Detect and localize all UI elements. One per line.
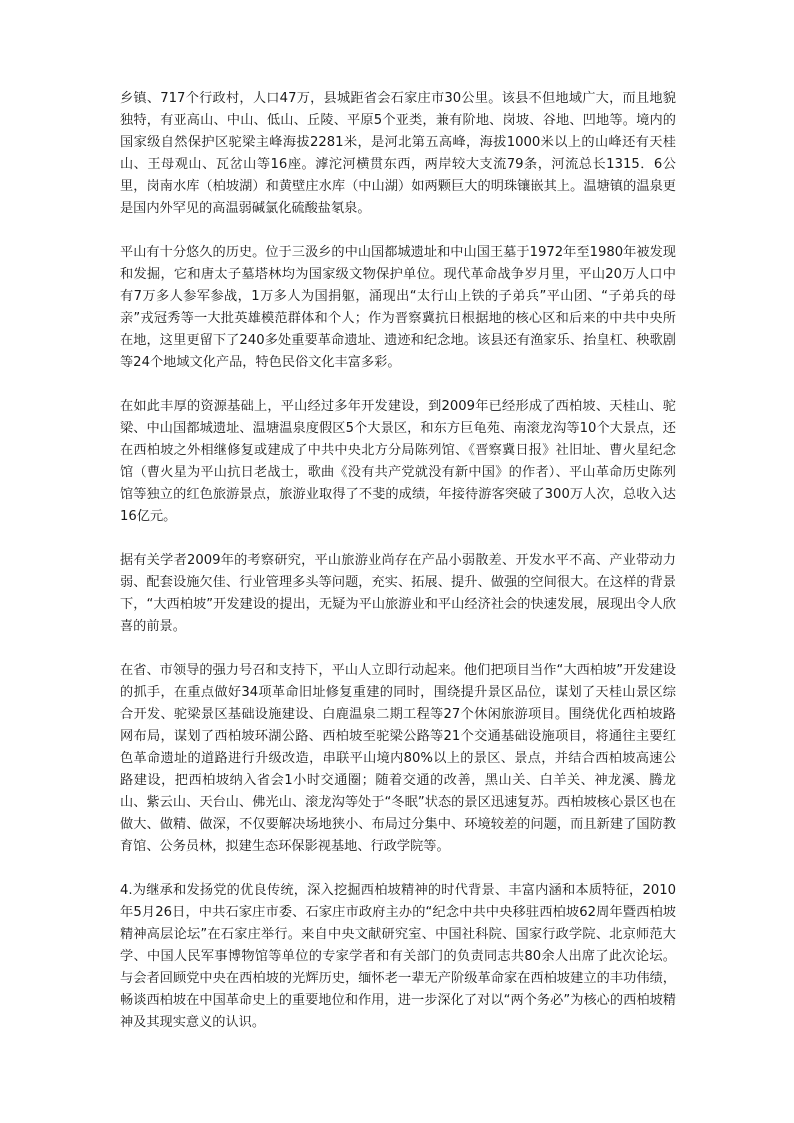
- document-page: [120, 88, 676, 1034]
- paragraph-tourism-problems: 据有关学者2009年的考察研究，平山旅游业尚存在产品小弱散差、开发水平不高、产业带动力弱、配套设施欠佳、行业管理多头等问题，充实、拓展、提升、做强的空间很大。在这样的背景下，“大西柏坡”开发建设的提出，无疑为平山旅游业和平山经济社会的快速发展，展现出令人欣喜的前景。: [120, 553, 676, 634]
- paragraph-project-planning: 在省、市领导的强力号召和支持下，平山人立即行动起来。他们把项目当作“大西柏坡”开发建设的抓手，在重点做好34项革命旧址修复重建的同时，围绕提升景区品位，谋划了天桂山景区综合开发、驼梁景区基础设施建设、白鹿温泉二期工程等27个休闲旅游项目。围绕优化西柏坡路网布局，谋划了西柏坡环湖公路、西柏坡至驼梁公路等21个交通基础设施项目，将通往主要红色革命遗址的道路进行升级改造，串联平山境内80%以上的景区、景点，并结合西柏坡高速公路建设，把西柏坡纳入省会1小时交通圈；随着交通的改善，黑山关、白羊关、神龙溪、腾龙山、紫云山、天台山、佛光山、滚龙沟等处于“冬眠”状态的景区迅速复苏。西柏坡核心景区也在做大、做精、做深，不仅要解决场地狭小、布局过分集中、环境较差的问题，而且新建了国防教育馆、公务员林，拟建生态环保影视基地、行政学院等。: [120, 663, 676, 854]
- paragraph-tourism-development: 在如此丰厚的资源基础上，平山经过多年开发建设，到2009年已经形成了西柏坡、天桂山、驼梁、中山国都城遗址、温塘温泉度假区5个大景区，和东方巨龟苑、南滚龙沟等10个大景点，还在西柏坡之外相继修复或建成了中共中央北方分局陈列馆、《晋察冀日报》社旧址、曹火星纪念馆（曹火星为平山抗日老战士，歌曲《没有共产党就没有新中国》的作者）、平山革命历史陈列馆等独立的红色旅游景点，旅游业取得了不斐的成绩，年接待游客突破了300万人次，总收入达16亿元。: [120, 399, 676, 524]
- paragraph-terrain: 乡镇、717个行政村，人口47万，县城距省会石家庄市30公里。该县不但地域广大，而且地貌独特，有亚高山、中山、低山、丘陵、平原5个亚类，兼有阶地、岗坡、谷地、凹地等。境内的国家级自然保护区驼梁主峰海拔2281米，是河北第五高峰，海拔1000米以上的山峰还有天桂山、王母观山、瓦岔山等16座。滹沱河横贯东西，两岸较大支流79条，河流总长1315．6公里，岗南水库（柏坡湖）和黄壁庄水库（中山湖）如两颗巨大的明珠镶嵌其上。温塘镇的温泉更是国内外罕见的高温弱碱氯化硫酸盐氡泉。: [120, 91, 676, 216]
- paragraph-forum: 4.为继承和发扬党的优良传统，深入挖掘西柏坡精神的时代背景、丰富内涵和本质特征，2010年5月26日，中共石家庄市委、石家庄市政府主办的“纪念中共中央移驻西柏坡62周年暨西柏坡精神高层论坛”在石家庄举行。来自中央文献研究室、中国社科院、国家行政学院、北京师范大学、中国人民军事博物馆等单位的专家学者和有关部门的负责同志共80余人出席了此次论坛。与会者回顾党中央在西柏坡的光辉历史，缅怀老一辈无产阶级革命家在西柏坡建立的丰功伟绩，畅谈西柏坡在中国革命史上的重要地位和作用，进一步深化了对以“两个务必”为核心的西柏坡精神及其现实意义的认识。: [120, 883, 676, 1030]
- paragraph-history: 平山有十分悠久的历史。位于三汲乡的中山国都城遗址和中山国王墓于1972年至1980年被发现和发掘，它和唐太子墓塔林均为国家级文物保护单位。现代革命战争岁月里，平山20万人口中有7万多人参军参战，1万多人为国捐躯，涌现出“太行山上铁的子弟兵”平山团、“子弟兵的母亲”戎冠秀等一大批英雄模范群体和个人；作为晋察冀抗日根据地的核心区和后来的中共中央所在地，这里更留下了240多处重要革命遗址、遗迹和纪念地。该县还有渔家乐、抬皇杠、秧歌剧等24个地域文化产品，特色民俗文化丰富多彩。: [120, 245, 676, 370]
